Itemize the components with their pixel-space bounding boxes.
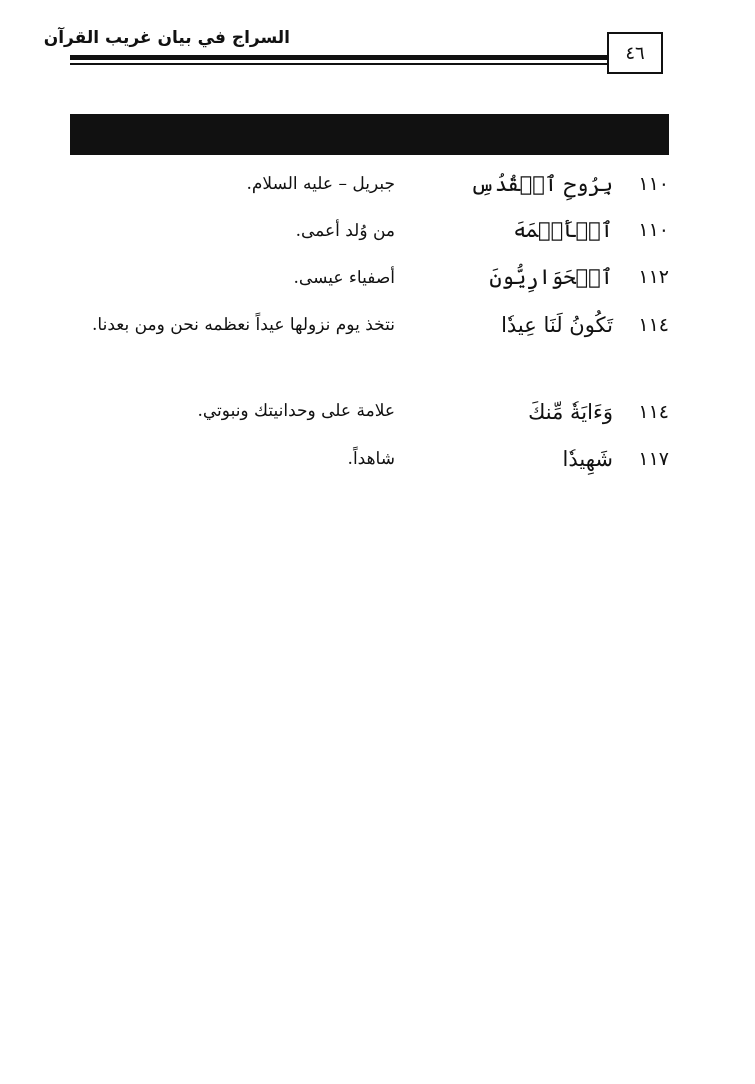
word-meaning: من وُلد أعمى. <box>295 221 395 241</box>
word-meaning: أصفياء عيسى. <box>293 268 395 288</box>
quran-word: ٱلۡحَوَارِيُّونَ <box>489 265 613 289</box>
header-rule-thin <box>70 63 608 65</box>
quran-word: تَكُونُ لَنَا عِيدٗا <box>501 313 613 337</box>
word-meaning: شاهداً. <box>347 449 395 469</box>
book-title: السراج في بيان غريب القرآن <box>43 28 290 48</box>
verse-number: ١١٧ <box>638 448 669 470</box>
header-rule-thick <box>70 55 608 60</box>
verse-number: ١١٠ <box>638 219 669 241</box>
quran-word: ٱلۡأَكۡمَهَ <box>513 218 613 242</box>
page-number: ٤٦ <box>607 32 663 74</box>
verse-number: ١١٤ <box>638 314 669 336</box>
word-meaning: جبريل – عليه السلام. <box>246 174 395 194</box>
verse-number: ١١٤ <box>638 401 669 423</box>
quran-word: شَهِيدٗا <box>562 447 613 471</box>
word-meaning: نتخذ يوم نزولها عيداً نعظمه نحن ومن بعدنا. <box>92 315 395 335</box>
quran-word: وَءَايَةٗ مِّنكَ <box>528 400 613 424</box>
quran-word: بِرُوحِ ٱلۡقُدُسِ <box>470 172 613 196</box>
table-header-bar <box>70 114 669 155</box>
verse-number: ١١٢ <box>638 266 669 288</box>
word-meaning: علامة على وحدانيتك ونبوتي. <box>197 401 395 421</box>
verse-number: ١١٠ <box>638 173 669 195</box>
